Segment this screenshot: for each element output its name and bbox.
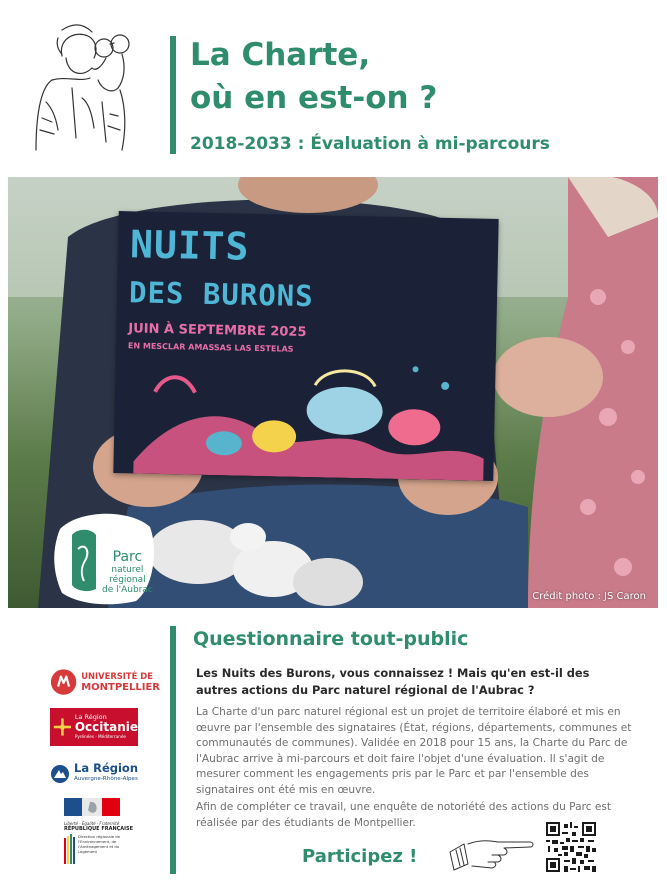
universite-montpellier-logo [50,667,160,697]
region-aura-logo [50,760,150,788]
section-paragraph-1: La Charte d'un parc naturel régional est un projet de territoire élaboré et mis en œuvre par l'ensemble des signataires (État, régions, départements, communes et communautés de communes). Validée en 2018 pour 15 ans, la Charte du Parc de l'Aubrac arrive à mi-parcours et doit faire l'objet d'une évaluation. Il s'agit de mesurer comment les engagements pris par le Parc et par l'ensemble des signataires ont été mis en œuvre. [196,706,632,796]
university-emblem-icon [50,667,77,697]
aura-emblem-icon [50,764,70,784]
occitanie-big-label: Occitanie [74,720,138,734]
title-line-1: La Charte, [190,37,371,73]
section-accent-bar [170,626,176,874]
aura-sub-label: Auvergne-Rhône-Alpes [74,776,138,782]
qr-code-icon[interactable] [546,822,596,872]
page-title [190,34,437,120]
rf-service: Direction régionale de l'Environnement, de l'Aménagement et du Logement [78,834,121,854]
republique-francaise-logo [64,798,134,868]
dreal-stripes-icon [64,834,76,864]
nuits-des-burons-flyer [113,211,498,481]
flyer-title-line-1: NUITS [129,222,250,269]
park-logo-line-1: Parc [112,549,143,565]
marianne-flag-icon [64,798,120,816]
section-title: Questionnaire tout-public [193,628,469,650]
section-paragraph-2: Afin de compléter ce travail, une enquête de notoriété des actions du Parc est réalisée par des étudiants de Montpellier. [196,801,612,829]
rf-motto: Liberté · Égalité · Fraternité [64,821,120,826]
binoculars-person-sketch-icon [22,18,152,158]
flyer-dates: JUIN À SEPTEMBRE 2025 [128,321,307,341]
flyer-title-line-2: DES BURONS [128,275,315,314]
park-logo-line-2: naturel [111,565,144,575]
university-line-1: UNIVERSITÉ DE [81,671,153,681]
flyer-artwork-icon [113,351,495,481]
page-subtitle: 2018-2033 : Évaluation à mi-parcours [190,134,550,154]
title-line-2: où en est-on ? [190,80,438,116]
participate-cta[interactable]: Participez ! [302,846,418,867]
flyer-motto: EN MESCLAR AMASSAS LAS ESTELAS [127,341,294,354]
occitanie-small-label: La Région [74,713,107,721]
section-lead: Les Nuits des Burons, vous connaissez ! Mais qu'en est-il des autres actions du Parc naturel régional de l'Aubrac ? [196,666,590,697]
rf-name: RÉPUBLIQUE FRANÇAISE [64,826,134,832]
hero-photo [8,177,658,608]
park-logo-line-3: régional [109,575,146,585]
occitanie-sub-label: Pyrénées · Méditerranée [74,734,126,739]
pointing-hand-icon [448,830,538,874]
photo-credit: Crédit photo : JS Caron [532,591,646,602]
region-occitanie-logo [50,708,138,746]
header-accent-bar [170,36,176,154]
park-logo-line-4: de l'Aubrac [102,585,153,595]
occitan-cross-icon [53,708,72,746]
aura-big-label: La Région [74,761,139,775]
park-logo-text [102,549,153,595]
university-line-2: MONTPELLIER [81,682,160,693]
